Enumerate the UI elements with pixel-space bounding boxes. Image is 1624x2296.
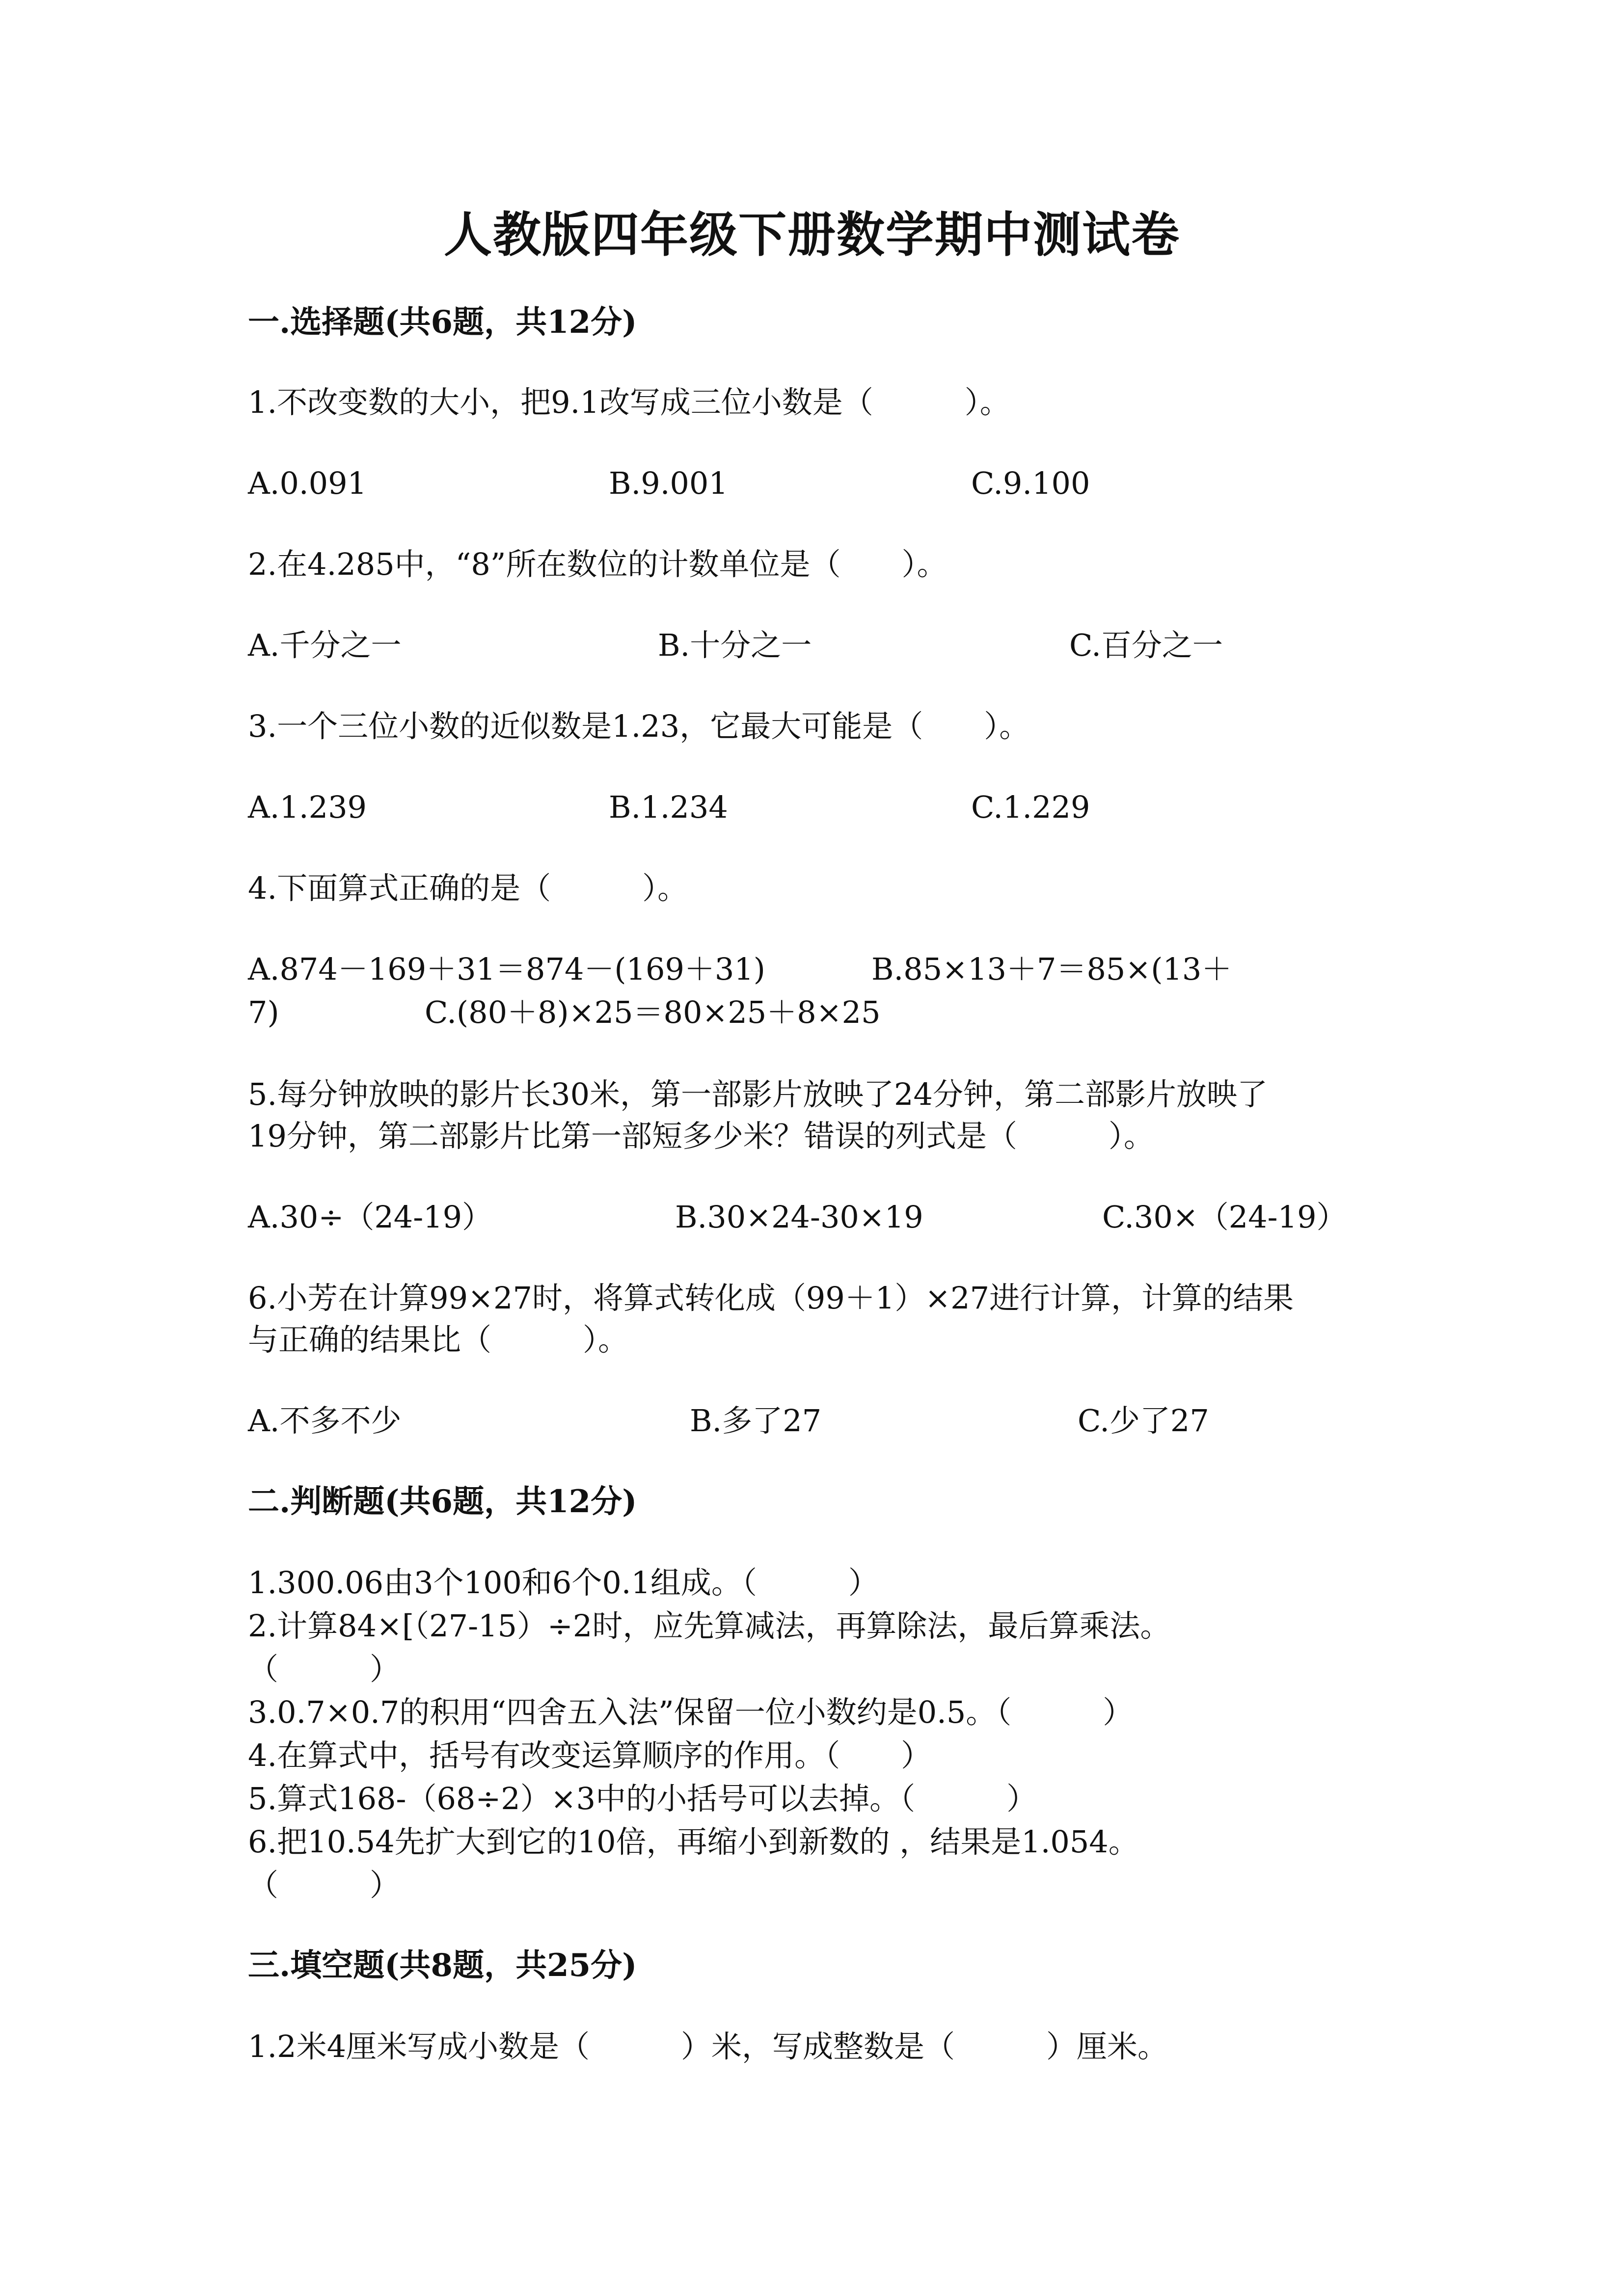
question-text: 6.小芳在计算99×27时，将算式转化成（99＋1）×27进行计算，计算的结果 — [248, 1280, 1294, 1316]
question-text: 5.每分钟放映的影片长30米，第一部影片放映了24分钟，第二部影片放映了 — [248, 1076, 1268, 1112]
question-text: 1.2米4厘米写成小数是（ ）米，写成整数是（ ）厘米。 — [248, 2029, 1168, 2064]
question-text: 19分钟，第二部影片比第一部短多少米？错误的列式是（ ）。 — [248, 1118, 1154, 1154]
option-a: A.1.239 — [248, 789, 367, 825]
option-a: A.30÷（24-19） — [248, 1199, 493, 1235]
option-c: C.30×（24-19） — [1102, 1199, 1347, 1235]
option-a: A.0.091 — [248, 465, 367, 501]
option-a: A.千分之一 — [248, 627, 402, 663]
section-heading-choice: 一.选择题(共6题，共12分) — [248, 304, 637, 341]
list-item: 5.算式168-（68÷2）×3中的小括号可以去掉。（ ） — [248, 1781, 1037, 1816]
list-item: 6.把10.54先扩大到它的10倍，再缩小到新数的 ，结果是1.054。 — [248, 1824, 1139, 1860]
list-item: 2.计算84×[（27-15）÷2时，应先算减法，再算除法，最后算乘法。 — [248, 1608, 1171, 1644]
option-c: C.(80＋8)×25＝80×25＋8×25 — [425, 994, 881, 1030]
question-text: 2.在4.285中，“8”所在数位的计数单位是（ ）。 — [248, 546, 947, 582]
option-b: B.多了27 — [690, 1403, 822, 1439]
question-text: 3.一个三位小数的近似数是1.23，它最大可能是（ ）。 — [248, 708, 1030, 744]
question-text: 1.不改变数的大小，把9.1改写成三位小数是（ ）。 — [248, 384, 1010, 420]
option-c: C.少了27 — [1078, 1403, 1209, 1439]
option-c: C.1.229 — [971, 789, 1090, 825]
option-c: C.9.100 — [971, 465, 1090, 501]
option-b: B.十分之一 — [658, 627, 812, 663]
option-a: A.874－169＋31＝874－(169＋31) — [248, 951, 765, 987]
option-b-continued: 7) — [248, 994, 279, 1030]
option-b: B.85×13＋7＝85×(13＋ — [871, 951, 1232, 987]
list-item: 3.0.7×0.7的积用“四舍五入法”保留一位小数约是0.5。（ ） — [248, 1694, 1134, 1730]
list-item: （ ） — [248, 1651, 401, 1687]
page-title: 人教版四年级下册数学期中测试卷 — [443, 207, 1180, 263]
list-item: 4.在算式中，括号有改变运算顺序的作用。（ ） — [248, 1737, 932, 1773]
option-b: B.30×24-30×19 — [675, 1199, 923, 1235]
question-text: 4.下面算式正确的是（ ）。 — [248, 870, 688, 906]
option-a: A.不多不少 — [248, 1403, 402, 1439]
section-heading-judge: 二.判断题(共6题，共12分) — [248, 1483, 637, 1520]
section-heading-fill: 三.填空题(共8题，共25分) — [248, 1947, 637, 1984]
option-c: C.百分之一 — [1069, 627, 1223, 663]
option-b: B.9.001 — [609, 465, 728, 501]
list-item: （ ） — [248, 1867, 401, 1903]
option-b: B.1.234 — [609, 789, 728, 825]
list-item: 1.300.06由3个100和6个0.1组成。（ ） — [248, 1565, 879, 1601]
question-text: 与正确的结果比（ ）。 — [248, 1322, 629, 1358]
